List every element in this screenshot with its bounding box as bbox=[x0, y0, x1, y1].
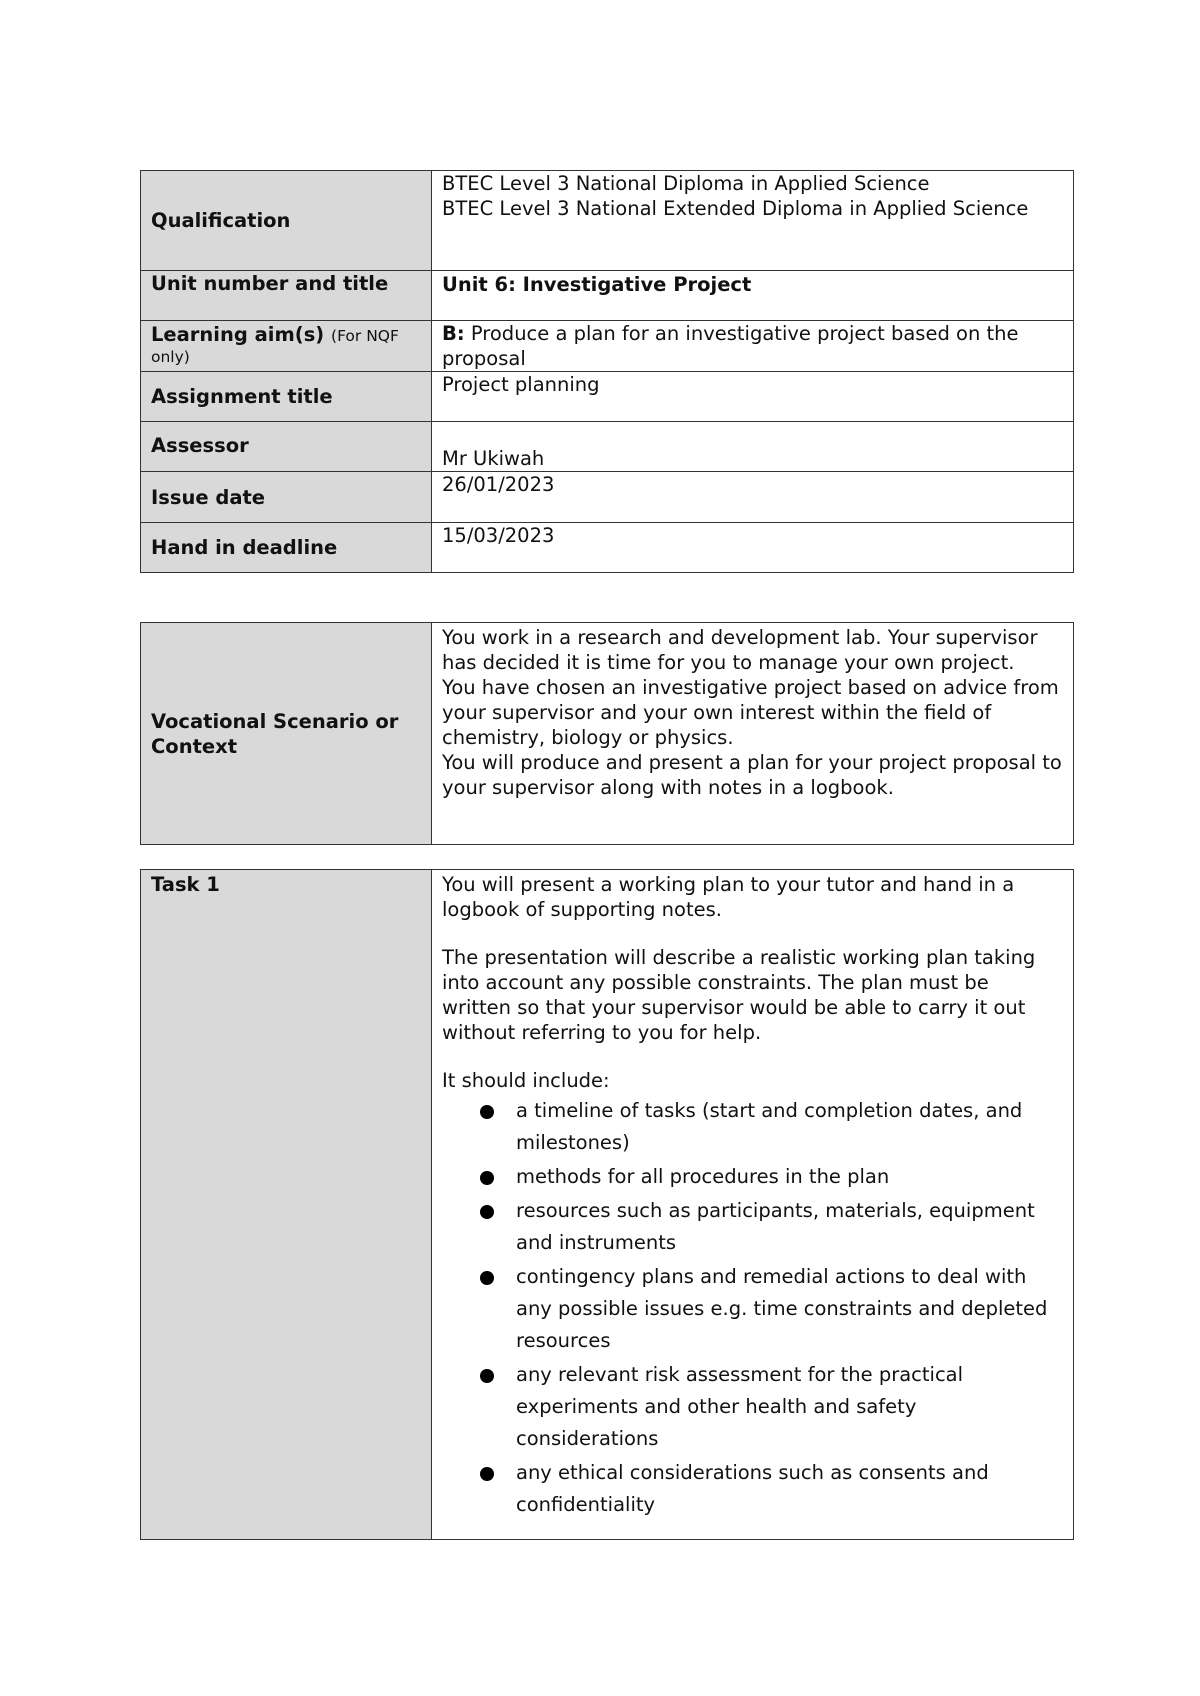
task-paragraph: You will present a working plan to your tutor and hand in a logbook of supporting notes. bbox=[442, 873, 1015, 921]
task-table bbox=[140, 869, 1074, 1540]
task-content bbox=[432, 870, 1074, 1540]
qualification-line: BTEC Level 3 National Diploma in Applied Science bbox=[442, 172, 930, 195]
deadline-label: Hand in deadline bbox=[141, 523, 432, 573]
task-bullet-item: contingency plans and remedial actions to deal with any possible issues e.g. time constraints and depleted resources bbox=[476, 1261, 1063, 1357]
bullet-icon bbox=[480, 1271, 494, 1285]
bullet-icon bbox=[480, 1171, 494, 1185]
task-include-intro: It should include: bbox=[442, 1069, 610, 1092]
scenario-text bbox=[432, 623, 1074, 845]
learning-aim-text: Produce a plan for an investigative project based on the proposal bbox=[442, 322, 1019, 370]
assessor-label: Assessor bbox=[141, 422, 432, 472]
assignment-details-table bbox=[140, 170, 1074, 573]
learning-aim-letter: B: bbox=[442, 322, 465, 345]
learning-aim-label-text: Learning aim(s) bbox=[151, 323, 325, 346]
unit-label: Unit number and title bbox=[141, 271, 432, 321]
scenario-label: Vocational Scenario or Context bbox=[141, 623, 432, 845]
deadline-value: 15/03/2023 bbox=[432, 523, 1074, 573]
learning-aim-note: (For NQF only) bbox=[151, 327, 399, 366]
qualification-line: BTEC Level 3 National Extended Diploma in Applied Science bbox=[442, 197, 1029, 220]
issue-date-value: 26/01/2023 bbox=[432, 472, 1074, 523]
task-paragraph: The presentation will describe a realistic working plan taking into account any possible constraints. The plan must be written so that your supervisor would be able to carry it out without referring to you for help. bbox=[442, 946, 1036, 1044]
qualification-label: Qualification bbox=[141, 171, 432, 271]
qualification-value bbox=[432, 171, 1074, 271]
scenario-paragraph: You work in a research and development lab. Your supervisor has decided it is time for you to manage your own project. bbox=[442, 626, 1038, 674]
learning-aim-label bbox=[141, 321, 432, 372]
task-bullet-item: any relevant risk assessment for the practical experiments and other health and safety considerations bbox=[476, 1359, 1063, 1455]
assignment-title-label: Assignment title bbox=[141, 372, 432, 422]
task-bullet-item: resources such as participants, materials, equipment and instruments bbox=[476, 1195, 1063, 1259]
bullet-icon bbox=[480, 1105, 494, 1119]
scenario-paragraph: You have chosen an investigative project based on advice from your supervisor and your own interest within the field of chemistry, biology or physics. bbox=[442, 676, 1059, 749]
learning-aim-value bbox=[432, 321, 1074, 372]
task-bullet-list bbox=[442, 1095, 1063, 1521]
task-bullet-item: methods for all procedures in the plan bbox=[476, 1161, 1063, 1193]
task-bullet-item: any ethical considerations such as consents and confidentiality bbox=[476, 1457, 1063, 1521]
scenario-table bbox=[140, 622, 1074, 845]
scenario-paragraph: You will produce and present a plan for your project proposal to your supervisor along with notes in a logbook. bbox=[442, 751, 1062, 799]
assessor-value: Mr Ukiwah bbox=[432, 422, 1074, 472]
task-label: Task 1 bbox=[141, 870, 432, 1540]
bullet-icon bbox=[480, 1369, 494, 1383]
unit-value: Unit 6: Investigative Project bbox=[432, 271, 1074, 321]
bullet-icon bbox=[480, 1205, 494, 1219]
bullet-icon bbox=[480, 1467, 494, 1481]
issue-date-label: Issue date bbox=[141, 472, 432, 523]
task-bullet-item: a timeline of tasks (start and completion dates, and milestones) bbox=[476, 1095, 1063, 1159]
assignment-title-value: Project planning bbox=[432, 372, 1074, 422]
